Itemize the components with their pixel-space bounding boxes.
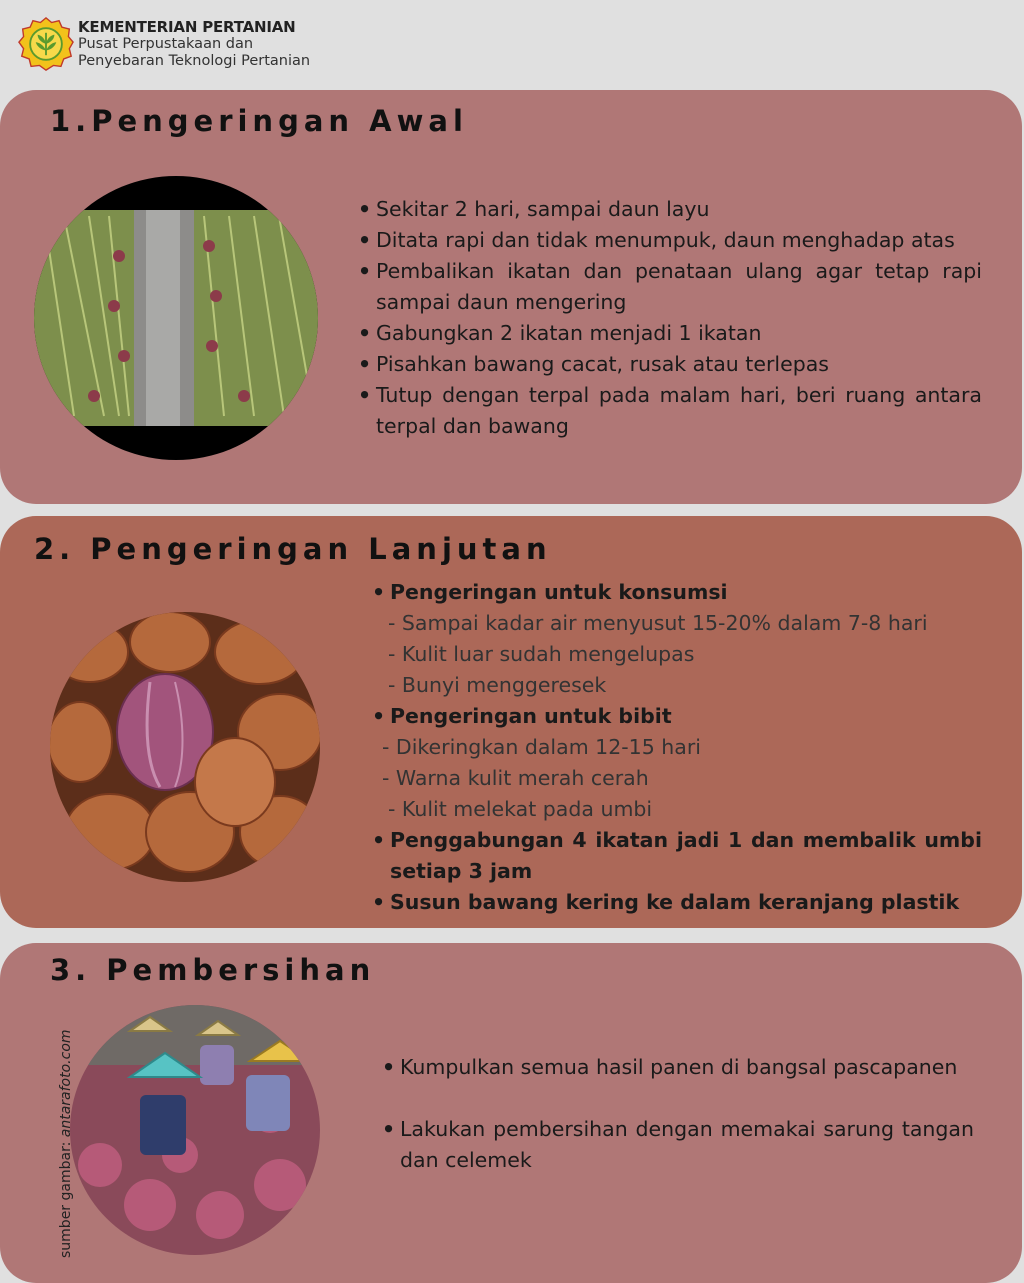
list-item: • Pengeringan untuk bibit	[372, 701, 982, 732]
list-item: - Kulit melekat pada umbi	[388, 797, 653, 821]
image-credit	[58, 1029, 74, 1258]
header	[18, 12, 310, 76]
list-item: - Warna kulit merah cerah	[382, 766, 649, 790]
shallot-bulbs-photo	[50, 612, 320, 882]
workers-sorting-photo	[70, 1005, 320, 1255]
list-item: • Gabungkan 2 ikatan menjadi 1 ikatan	[358, 318, 982, 349]
list-item: - Bunyi menggeresek	[388, 673, 607, 697]
list-item: • Lakukan pembersihan dengan memakai sarung tangan dan celemek	[382, 1114, 974, 1176]
section-title: 3. Pembersihan	[50, 953, 376, 987]
list-item: • Susun bawang kering ke dalam keranjang plastik	[372, 887, 982, 918]
agency-line-2: Penyebaran Teknologi Pertanian	[78, 53, 311, 69]
list-item: - Dikeringkan dalam 12-15 hari	[382, 735, 701, 759]
section-title: 2. Pengeringan Lanjutan	[34, 532, 552, 566]
initial-drying-list	[358, 194, 982, 442]
image-credit-source: antarafoto.com	[58, 1029, 74, 1138]
list-item: - Kulit luar sudah mengelupas	[388, 642, 695, 666]
cleaning-list	[382, 1052, 974, 1176]
section-further-drying	[0, 516, 1022, 928]
section-cleaning	[0, 943, 1022, 1283]
list-item: • Pisahkan bawang cacat, rusak atau terlepas	[358, 349, 982, 380]
list-item: • Sekitar 2 hari, sampai daun layu	[358, 194, 982, 225]
further-drying-list	[372, 577, 982, 918]
list-item: • Penggabungan 4 ikatan jadi 1 dan membalik umbi setiap 3 jam	[372, 825, 982, 887]
list-item: • Pembalikan ikatan dan penataan ulang agar tetap rapi sampai daun mengering	[358, 256, 982, 318]
image-credit-prefix: sumber gambar:	[58, 1137, 74, 1258]
agency-line-1: Pusat Perpustakaan dan	[78, 35, 254, 52]
list-item: • Tutup dengan terpal pada malam hari, beri ruang antara terpal dan bawang	[358, 380, 982, 442]
section-initial-drying	[0, 90, 1022, 504]
ministry-name: KEMENTERIAN PERTANIAN	[78, 17, 296, 36]
ministry-logo-icon	[18, 16, 74, 72]
list-item: • Kumpulkan semua hasil panen di bangsal pascapanen	[382, 1052, 974, 1083]
list-item: • Pengeringan untuk konsumsi	[372, 577, 982, 608]
section-title: 1.Pengeringan Awal	[50, 104, 468, 138]
field-drying-photo	[34, 176, 318, 460]
list-item: • Ditata rapi dan tidak menumpuk, daun menghadap atas	[358, 225, 982, 256]
list-item: - Sampai kadar air menyusut 15-20% dalam 7-8 hari	[388, 611, 928, 635]
